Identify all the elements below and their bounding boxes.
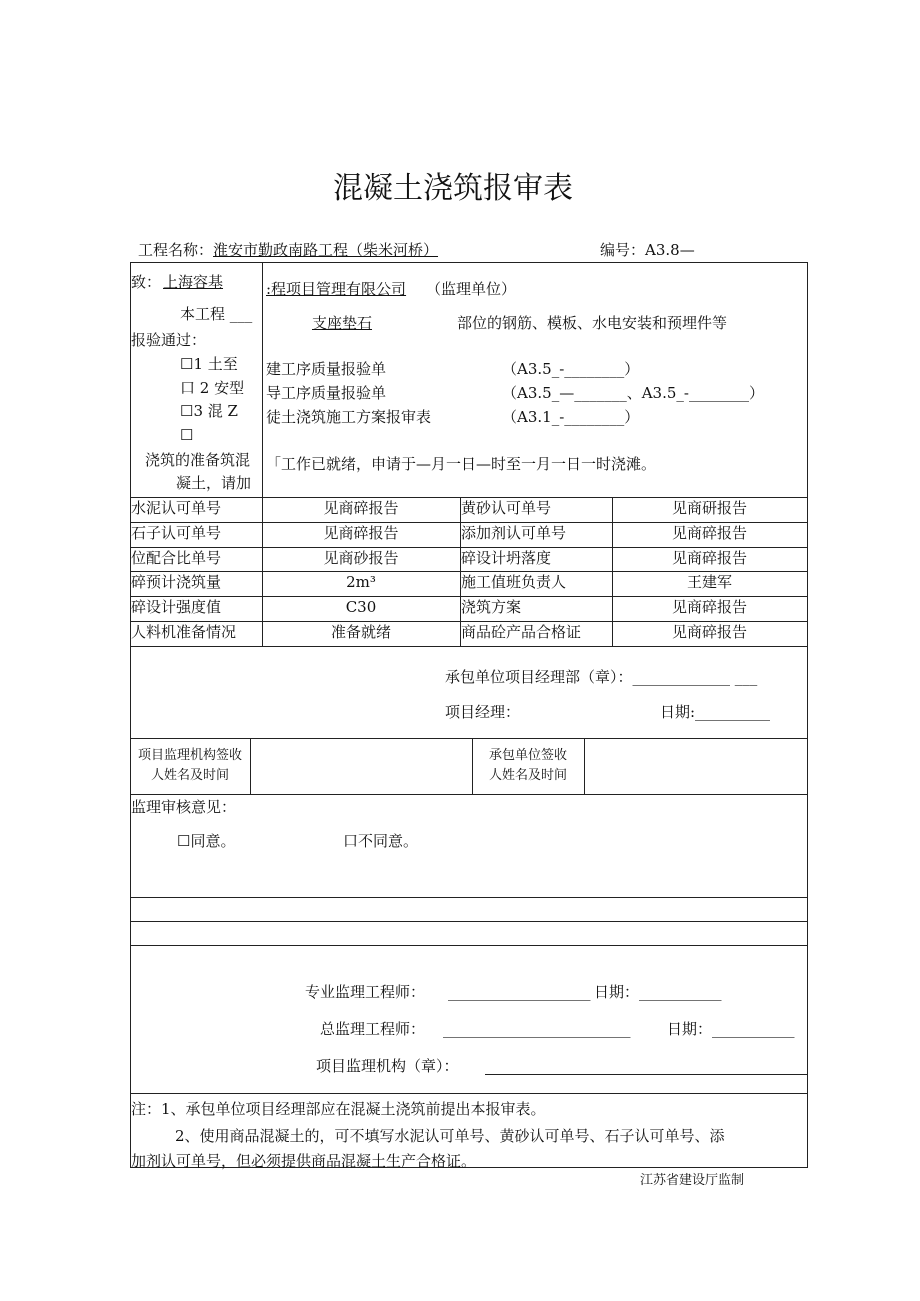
project-label: 工程名称： [138,241,214,259]
checkbox-item-4[interactable]: ☐ [180,426,194,444]
divider [130,897,808,898]
divider [130,738,808,739]
part-name: 支座垫石 [312,314,373,332]
body-line4: 凝土，请加 [176,474,252,492]
body-line3b: 「工作已就绪，申请于—月一日—时至一月一日一时浇滩。 [266,455,657,473]
item-1-ref: （A3.5_-________） [502,360,640,378]
border-top [130,262,808,263]
supervision-org-label: 项目监理机构（章）： [316,1057,459,1075]
chief-engineer-label: 总监理工程师： [320,1020,426,1038]
item-3-ref: （A3.1_-________） [502,408,640,426]
divider [130,497,808,498]
supervisor-name-a: 上海容基 [163,273,224,291]
table-cell-label: 添加剂认可单号 [461,524,567,542]
project-manager: 项目经理： [445,703,521,721]
date2: 日期：___________ [667,1020,795,1038]
item-2-label: 导工序质量报验单 [266,384,387,402]
divider [130,571,808,572]
checkbox-item-2[interactable]: 口 2 安型 [180,379,245,397]
contractor-date: 日期:__________ [660,703,771,721]
checkbox-item-1[interactable]: ☐1 土至 [180,355,238,373]
table-cell-label: 浇筑方案 [461,598,522,616]
table-cell-value: 见商研报告 [671,499,747,517]
body-line3a: 浇筑的准备筑混 [145,451,251,469]
divider [130,646,808,647]
table-cell-label: 位配合比单号 [131,549,222,567]
supervisor-name-b: :程项目管理有限公司 [266,280,407,298]
table-cell-label: 碎设计强度值 [131,598,222,616]
contractor-sign-label: 承包单位签收 人姓名及时间 [488,748,567,783]
chief-engineer-line[interactable]: _________________________ [443,1020,631,1038]
contractor-dept: 承包单位项目经理部（章）：_____________ ___ [445,668,758,686]
table-cell-label: 施工值班负责人 [461,573,567,591]
table-cell-label: 碎设计坍落度 [461,549,552,567]
note-2: 2、使用商品混凝土的，可不填写水泥认可单号、黄砂认可单号、石子认可单号、添 [175,1127,725,1145]
review-label: 监理审核意见： [131,798,237,816]
disagree-checkbox[interactable]: 口不同意。 [343,832,419,850]
org-line [485,1074,807,1075]
table-cell-value: 见商碎报告 [671,549,747,567]
divider [130,621,808,622]
table-cell-label: 商品砼产品合格证 [461,623,582,641]
table-cell-label: 水泥认可单号 [131,499,222,517]
item-3-label: 徒土浇筑施工方案报审表 [266,408,432,426]
table-cell-value: 2m³ [346,573,376,591]
divider [130,945,808,946]
checkbox-item-3[interactable]: ☐3 混 Z [180,402,238,420]
date1: 日期：___________ [594,983,722,1001]
project-name: 淮安市勤政南路工程（柴米河桥） [213,241,439,259]
body-line1b: 部位的钢筋、模板、水电安装和预埋件等 [457,314,728,332]
page-title: 混凝土浇筑报审表 [333,171,573,206]
divider [130,794,808,795]
footer: 江苏省建设厅监制 [640,1173,745,1188]
divider [130,1093,808,1094]
table-cell-value: 见商砂报告 [323,549,399,567]
pro-engineer-line[interactable]: ___________________ [448,983,591,1001]
divider [584,738,585,794]
table-cell-value: 见商碎报告 [671,623,747,641]
to-label: 致： [131,273,162,291]
item-1-label: 建工序质量报验单 [266,360,387,378]
form-number: 编号：A3.8— [600,241,695,259]
note-3: 加剂认可单号，但必须提供商品混凝土生产合格证。 [131,1152,477,1170]
table-cell-value: 准备就绪 [330,623,391,641]
divider [130,522,808,523]
item-2-ref: （A3.5_—_______、A3.5_-________） [502,384,764,402]
table-cell-value: 王建军 [686,573,732,591]
agree-checkbox[interactable]: ☐同意。 [177,832,236,850]
divider [130,596,808,597]
divider [130,547,808,548]
supervisor-suffix: （监理单位） [426,280,517,298]
divider [130,921,808,922]
body-line2: 报验通过： [131,331,207,349]
table-cell-label: 黄砂认可单号 [461,499,552,517]
divider [250,738,251,794]
body-line1: 本工程 ___ [180,305,253,323]
supervisor-sign-label: 项目监理机构签收 人姓名及时间 [137,748,242,783]
border-left [130,262,131,1168]
note-1: 注：1、承包单位项目经理部应在混凝土浇筑前提出本报审表。 [131,1100,546,1118]
table-cell-label: 石子认可单号 [131,524,222,542]
table-cell-label: 碎预计浇筑量 [131,573,222,591]
divider [262,262,263,498]
table-cell-label: 人料机准备情况 [131,623,237,641]
border-right [807,262,808,1168]
table-cell-value: C30 [345,598,377,616]
table-cell-value: 见商碎报告 [323,499,399,517]
table-cell-value: 见商碎报告 [671,598,747,616]
table-cell-value: 见商碎报告 [671,524,747,542]
table-cell-value: 见商碎报告 [323,524,399,542]
pro-engineer-label: 专业监理工程师： [305,983,426,1001]
